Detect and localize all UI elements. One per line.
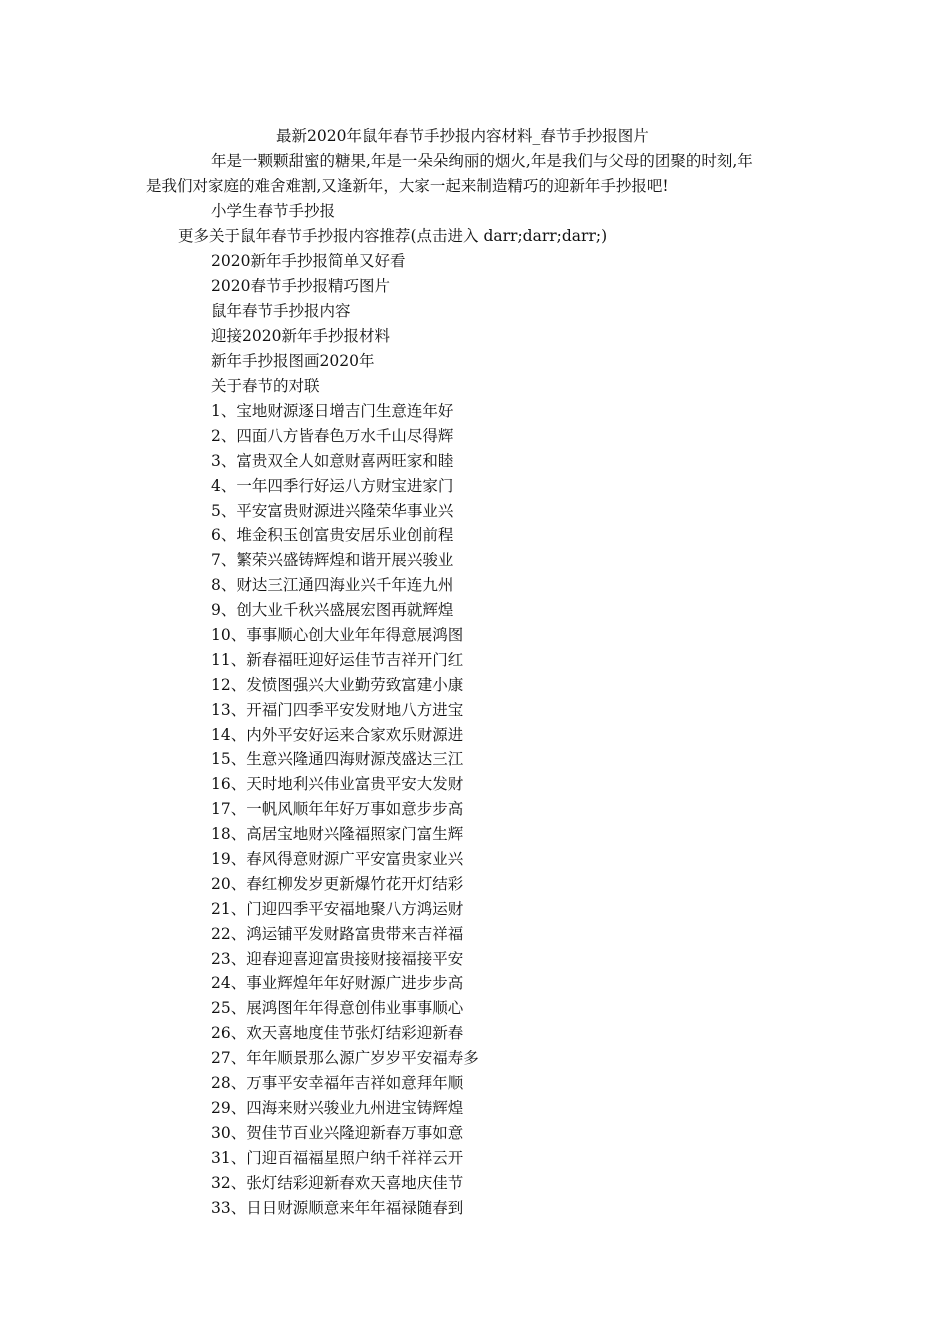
couplet-item: 19、春风得意财源广平安富贵家业兴 xyxy=(211,850,464,869)
recommended-link[interactable]: 2020春节手抄报精巧图片 xyxy=(211,277,390,295)
couplet-item: 18、高居宝地财兴隆福照家门富生辉 xyxy=(211,825,464,844)
section-heading: 小学生春节手抄报 xyxy=(211,202,336,220)
couplet-item: 5、平安富贵财源进兴隆荣华事业兴 xyxy=(211,501,454,520)
couplet-item: 31、门迎百福福星照户纳千祥祥云开 xyxy=(211,1148,464,1167)
page-title: 最新2020年鼠年春节手抄报内容材料_春节手抄报图片 xyxy=(276,127,649,145)
more-recommendations-link[interactable]: 更多关于鼠年春节手抄报内容推荐(点击进入 darr;darr;darr;) xyxy=(178,227,608,245)
intro-paragraph-line-1: 年是一颗颗甜蜜的糖果,年是一朵朵绚丽的烟火,年是我们与父母的团聚的时刻,年 xyxy=(211,152,753,170)
couplet-item: 24、事业辉煌年年好财源广进步步高 xyxy=(211,974,464,993)
couplet-item: 20、春红柳发岁更新爆竹花开灯结彩 xyxy=(211,874,464,893)
couplet-item: 22、鸿运铺平发财路富贵带来吉祥福 xyxy=(211,924,464,943)
couplet-item: 26、欢天喜地度佳节张灯结彩迎新春 xyxy=(211,1024,464,1043)
couplet-item: 9、创大业千秋兴盛展宏图再就辉煌 xyxy=(211,601,454,620)
recommended-link[interactable]: 迎接2020新年手抄报材料 xyxy=(211,327,390,345)
couplet-item: 32、张灯结彩迎新春欢天喜地庆佳节 xyxy=(211,1173,464,1192)
intro-paragraph-line-2: 是我们对家庭的难舍难割,又逢新年，大家一起来制造精巧的迎新年手抄报吧! xyxy=(146,177,669,195)
couplet-item: 14、内外平安好运来合家欢乐财源进 xyxy=(211,725,464,744)
couplets-heading: 关于春节的对联 xyxy=(211,377,320,395)
couplet-item: 13、开福门四季平安发财地八方进宝 xyxy=(211,700,464,719)
couplet-item: 25、展鸿图年年得意创伟业事事顺心 xyxy=(211,999,464,1018)
couplet-item: 28、万事平安幸福年吉祥如意拜年顺 xyxy=(211,1074,464,1093)
couplet-item: 15、生意兴隆通四海财源茂盛达三江 xyxy=(211,750,464,769)
couplet-item: 3、富贵双全人如意财喜两旺家和睦 xyxy=(211,451,454,470)
recommended-link[interactable]: 2020新年手抄报简单又好看 xyxy=(211,252,406,270)
couplet-item: 29、四海来财兴骏业九州进宝铸辉煌 xyxy=(211,1098,464,1117)
couplet-item: 17、一帆风顺年年好万事如意步步高 xyxy=(211,800,464,819)
couplet-item: 2、四面八方皆春色万水千山尽得辉 xyxy=(211,426,454,445)
couplet-item: 23、迎春迎喜迎富贵接财接福接平安 xyxy=(211,949,464,968)
couplet-item: 33、日日财源顺意来年年福禄随春到 xyxy=(211,1198,464,1217)
recommended-link[interactable]: 鼠年春节手抄报内容 xyxy=(211,302,351,320)
recommended-link[interactable]: 新年手抄报图画2020年 xyxy=(211,352,375,370)
couplet-item: 8、财达三江通四海业兴千年连九州 xyxy=(211,576,454,595)
couplet-item: 10、事事顺心创大业年年得意展鸿图 xyxy=(211,626,464,645)
couplet-item: 1、宝地财源逐日增吉门生意连年好 xyxy=(211,402,454,420)
couplet-item: 30、贺佳节百业兴隆迎新春万事如意 xyxy=(211,1123,464,1142)
couplet-item: 21、门迎四季平安福地聚八方鸿运财 xyxy=(211,899,464,918)
couplets-list xyxy=(211,401,479,1222)
recommended-links-list xyxy=(211,251,405,401)
couplet-item: 4、一年四季行好运八方财宝进家门 xyxy=(211,476,454,495)
couplet-item: 7、繁荣兴盛铸辉煌和谐开展兴骏业 xyxy=(211,551,454,570)
couplet-item: 12、发愤图强兴大业勤劳致富建小康 xyxy=(211,675,464,694)
couplet-item: 27、年年顺景那么源广岁岁平安福寿多 xyxy=(211,1049,479,1068)
couplet-item: 11、新春福旺迎好运佳节吉祥开门红 xyxy=(211,650,464,669)
couplet-item: 16、天时地利兴伟业富贵平安大发财 xyxy=(211,775,464,794)
couplet-item: 6、堆金积玉创富贵安居乐业创前程 xyxy=(211,526,454,545)
